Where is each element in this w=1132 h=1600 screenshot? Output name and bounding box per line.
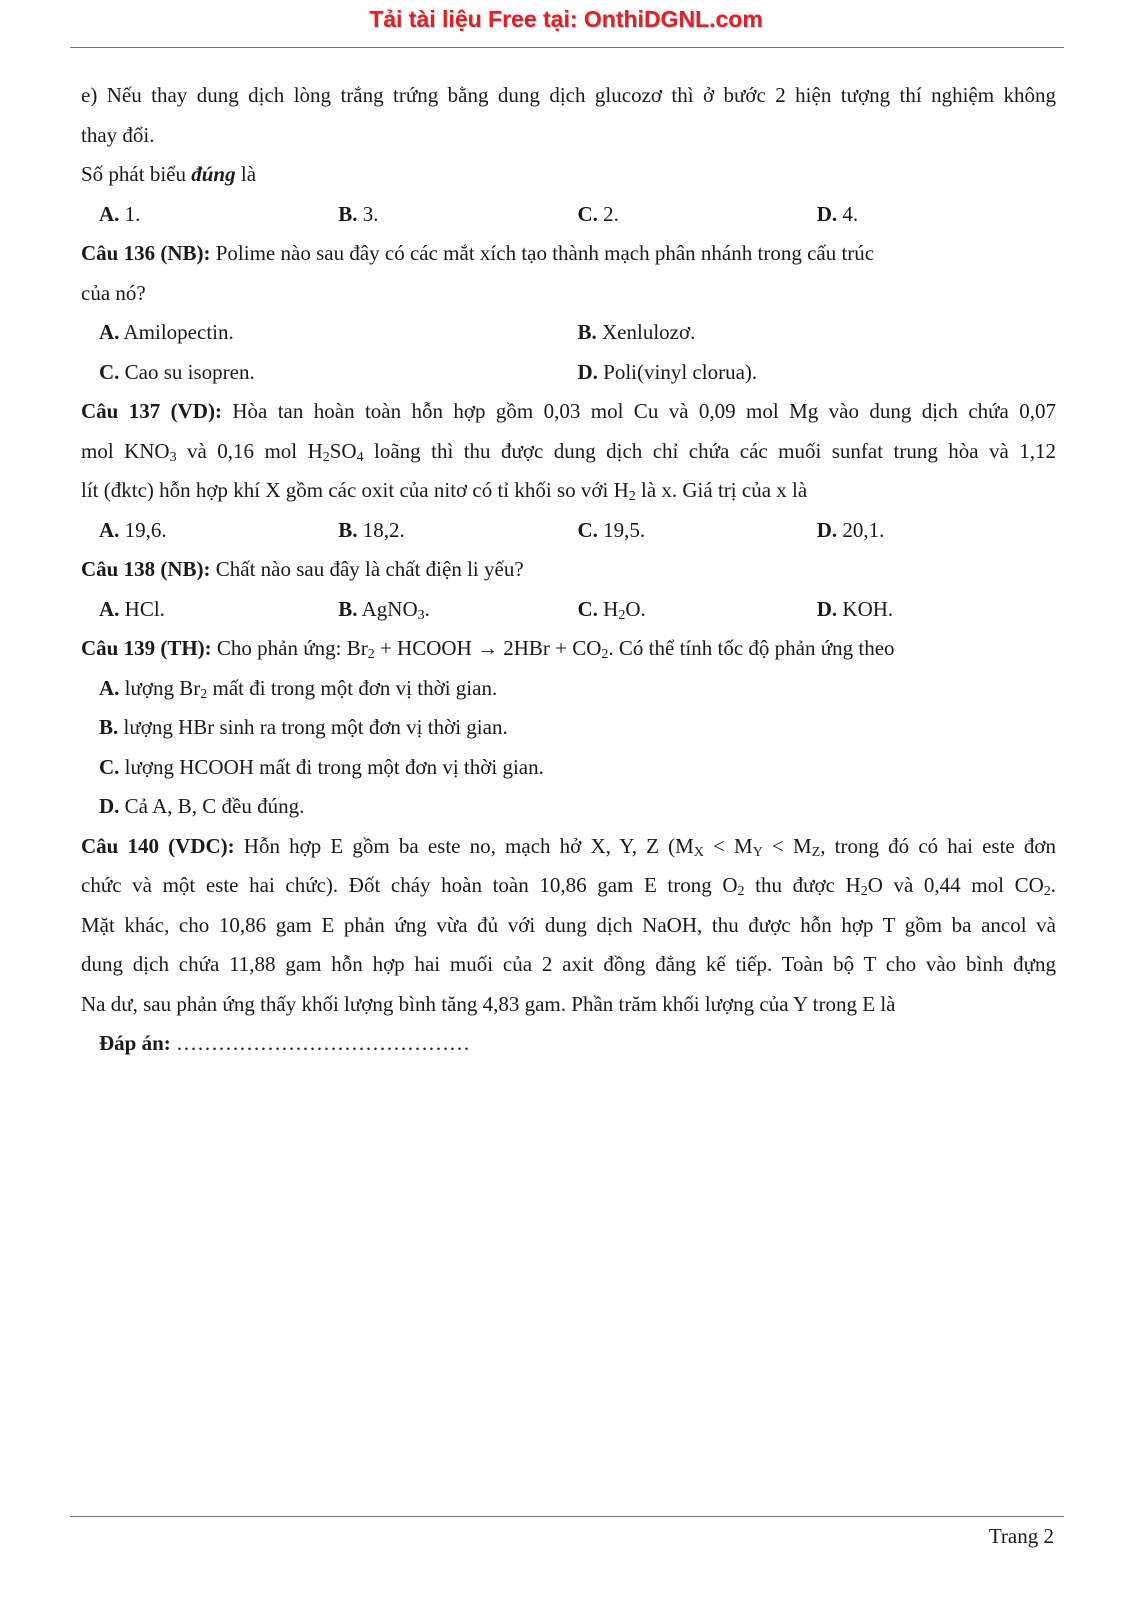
site-banner: Tải tài liệu Free tại: OnthiDGNL.com (369, 6, 763, 32)
intro-option-a: A. 1. (99, 201, 141, 226)
q137-option-c: C. 19,5. (577, 517, 646, 542)
question-140: Câu 140 (VDC): Hỗn hợp E gồm ba este no, mạch hở X, Y, Z ($M_X < M_Y < M_Z$, trong đó có hai este đơn (81, 833, 1057, 860)
question-140-line-5: Na dư, sau phản ứng thấy khối lượng bình tăng 4,83 gam. Phần trăm khối lượng của Y trong E là (81, 991, 896, 1016)
answer-blank: …………………………………… (170, 1031, 471, 1055)
answer-line (81, 1024, 1056, 1064)
q138-option-c: C. $H_2O$. (577, 596, 646, 623)
q138-options (81, 590, 1056, 630)
question-137: Câu 137 (VD): Hòa tan hoàn toàn hỗn hợp gồm 0,03 mol Cu và 0,09 mol Mg vào dung dịch chứa 0,07 (81, 399, 1056, 423)
question-137-line-3: lít (đktc) hỗn hợp khí X gồm các oxit của nitơ có tỉ khối so với $H_2$ là x. Giá trị của x là (81, 478, 808, 504)
q139-option-d: D. Cả A, B, C đều đúng. (99, 794, 305, 818)
emphasis-correct: đúng (191, 162, 236, 186)
q136-option-b: B. Xenlulozơ. (577, 320, 696, 344)
statement-e-line-1: e) Nếu thay dung dịch lòng trắng trứng bằng dung dịch glucozơ thì ở bước 2 hiện tượng thí nghiệm không (81, 83, 1056, 107)
intro-option-d: D. 4. (816, 201, 859, 226)
q136-options-row-2 (81, 353, 1056, 393)
intro-question: Số phát biểu đúng là (81, 162, 257, 186)
question-136: Câu 136 (NB): Polime nào sau đây có các mắt xích tạo thành mạch phân nhánh trong cấu trúc (81, 241, 875, 265)
q136-option-d: D. Poli(vinyl clorua). (577, 359, 758, 384)
q137-option-a: A. 19,6. (99, 517, 167, 542)
q138-option-d: D. KOH. (816, 596, 894, 621)
question-140-line-3: Mặt khác, cho 10,86 gam E phản ứng vừa đủ với dung dịch NaOH, thu được hỗn hợp T gồm ba ancol và (81, 912, 1056, 937)
header-divider (70, 47, 1064, 48)
question-140-line-2: chức và một este hai chức). Đốt cháy hoàn toàn 10,86 gam E trong $O_2$ thu được $H_2O$ và 0,44 mol $CO_2$. (81, 873, 1056, 899)
page-number: Trang 2 (988, 1524, 1054, 1548)
q139-option-a: A. lượng $Br_2$ mất đi trong một đơn vị thời gian. (99, 675, 498, 702)
q136-option-a: A. Amilopectin. (99, 320, 234, 344)
q136-option-c: C. Cao su isopren. (99, 359, 255, 384)
q138-option-a: A. HCl. (99, 596, 165, 621)
q136-options-row-1 (81, 313, 1056, 353)
q137-options (81, 511, 1056, 551)
q139-option-b: B. lượng HBr sinh ra trong một đơn vị thời gian. (99, 715, 508, 739)
q137-option-b: B. 18,2. (338, 517, 405, 542)
intro-option-c: C. 2. (577, 201, 619, 226)
question-138: Câu 138 (NB): Chất nào sau đây là chất điện li yếu? (81, 557, 524, 581)
question-136-line-2: của nó? (81, 280, 146, 305)
footer-divider (70, 1516, 1064, 1517)
question-140-line-4: dung dịch chứa 11,88 gam hỗn hợp hai muối của 2 axit đồng đẳng kế tiếp. Toàn bộ T cho vào bình đựng (81, 952, 1056, 976)
intro-options (81, 195, 1056, 235)
q137-option-d: D. 20,1. (816, 517, 885, 542)
page-content (81, 76, 1056, 1064)
q139-option-c: C. lượng HCOOH mất đi trong một đơn vị thời gian. (99, 754, 544, 779)
statement-e-line-2: thay đổi. (81, 122, 155, 147)
question-139: Câu 139 (TH): Cho phản ứng: $Br_2$ + HCOOH → $2HBr + CO_2$. Có thể tính tốc độ phản ứng theo (81, 636, 895, 662)
intro-option-b: B. 3. (338, 201, 379, 226)
q138-option-b: B. AgNO$_3$. (338, 596, 430, 623)
question-137-line-2: mol $KNO_3$ và 0,16 mol $H_2SO_4$ loãng thì thu được dung dịch chỉ chứa các muối sunfat trung hòa và 1,12 (81, 438, 1056, 465)
answer-label: Đáp án: (99, 1031, 171, 1055)
